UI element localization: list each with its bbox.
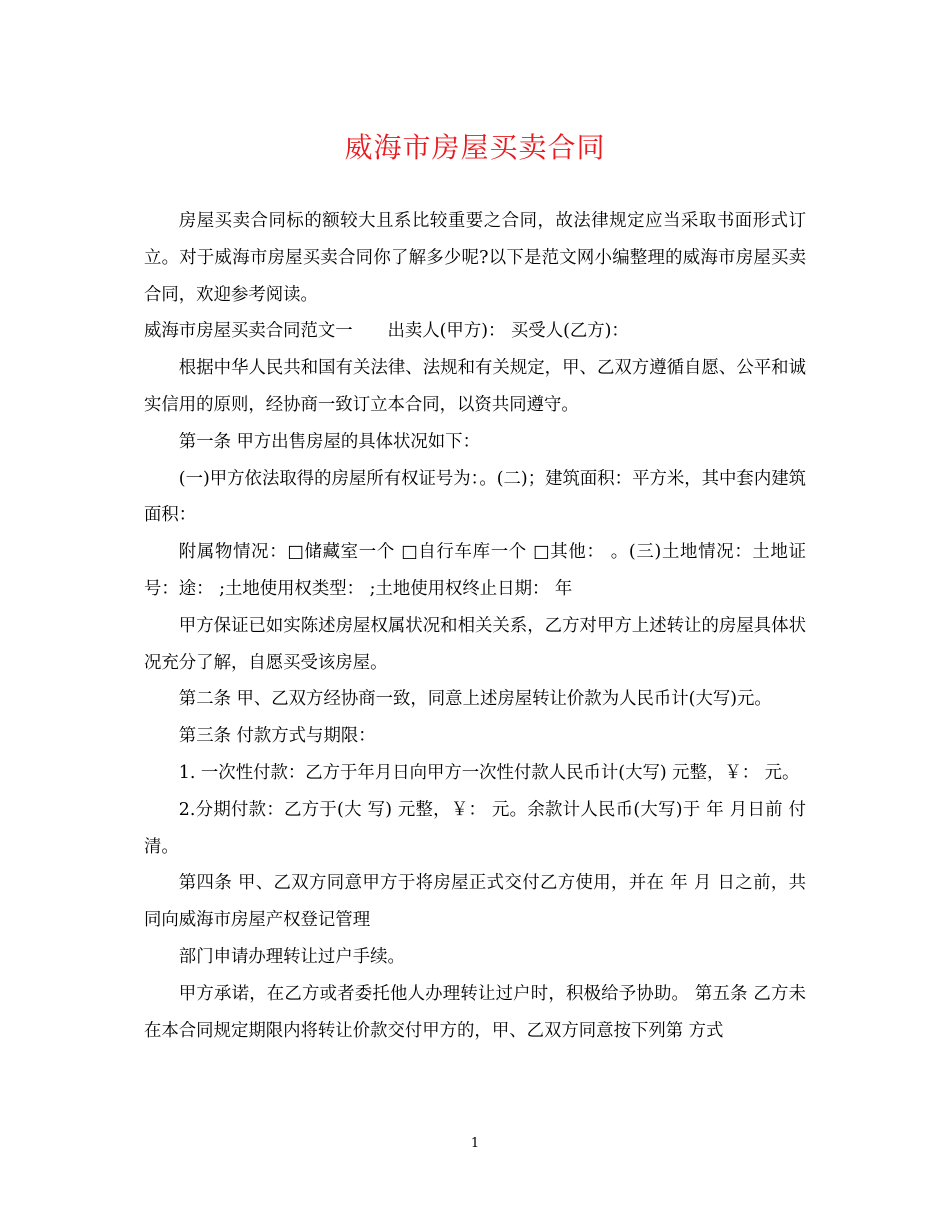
article-3-item-1: 1. 一次性付款：乙方于年月日向甲方一次性付款人民币计(大写) 元整，￥： 元。 — [178, 762, 800, 783]
preamble-paragraph: 根据中华人民共和国有关法律、法规和有关规定，甲、乙双方遵循自愿、公平和诚实信用的原则，经协商一致订立本合同，以资共同遵守。 — [144, 358, 806, 415]
article-2-paragraph: 第二条 甲、乙双方经协商一致，同意上述房屋转让价款为人民币计(大写)元。 — [178, 689, 772, 710]
article-3-heading: 第三条 付款方式与期限： — [178, 726, 376, 747]
article-4-paragraph: 第四条 甲、乙双方同意甲方于将房屋正式交付乙方使用，并在 年 月 日之前，共同向威海市房屋产权登记管理 — [144, 873, 806, 931]
intro-paragraph: 房屋买卖合同标的额较大且系比较重要之合同，故法律规定应当采取书面形式订立。对于威海市房屋买卖合同你了解多少呢?以下是范文网小编整理的威海市房屋买卖合同，欢迎参考阅读。 — [144, 211, 806, 305]
article-4-5-paragraph: 甲方承诺，在乙方或者委托他人办理转让过户时，积极给予协助。 第五条 乙方未在本合同规定期限内将转让价款交付甲方的，甲、乙双方同意按下列第 方式 — [144, 983, 806, 1041]
article-1-heading: 第一条 甲方出售房屋的具体状况如下： — [178, 431, 480, 452]
document-body — [144, 203, 806, 1049]
document-title: 威海市房屋买卖合同 — [344, 131, 606, 164]
article-4-continuation: 部门申请办理转让过户手续。 — [178, 946, 405, 967]
article-1-appendages: 附属物情况：□储藏室一个 □自行车库一个 □其他： 。(三)土地情况：土地证号：途： ;土地使用权类型： ;土地使用权终止日期： 年 — [144, 542, 806, 599]
page-number: 1 — [470, 1136, 480, 1151]
article-1-guarantee: 甲方保证已如实陈述房屋权属状况和相关关系，乙方对甲方上述转让的房屋具体状况充分了解，自愿买受该房屋。 — [144, 615, 806, 673]
article-3-item-2: 2.分期付款：乙方于(大 写) 元整，￥： 元。余款计人民币(大写)于 年 月日前 付清。 — [144, 799, 806, 857]
contract-heading-line: 威海市房屋买卖合同范文一 出卖人(甲方)： 买受人(乙方)： — [144, 321, 629, 342]
article-1-item-1: (一)甲方依法取得的房屋所有权证号为：。(二)；建筑面积：平方米，其中套内建筑面积： — [144, 468, 806, 526]
